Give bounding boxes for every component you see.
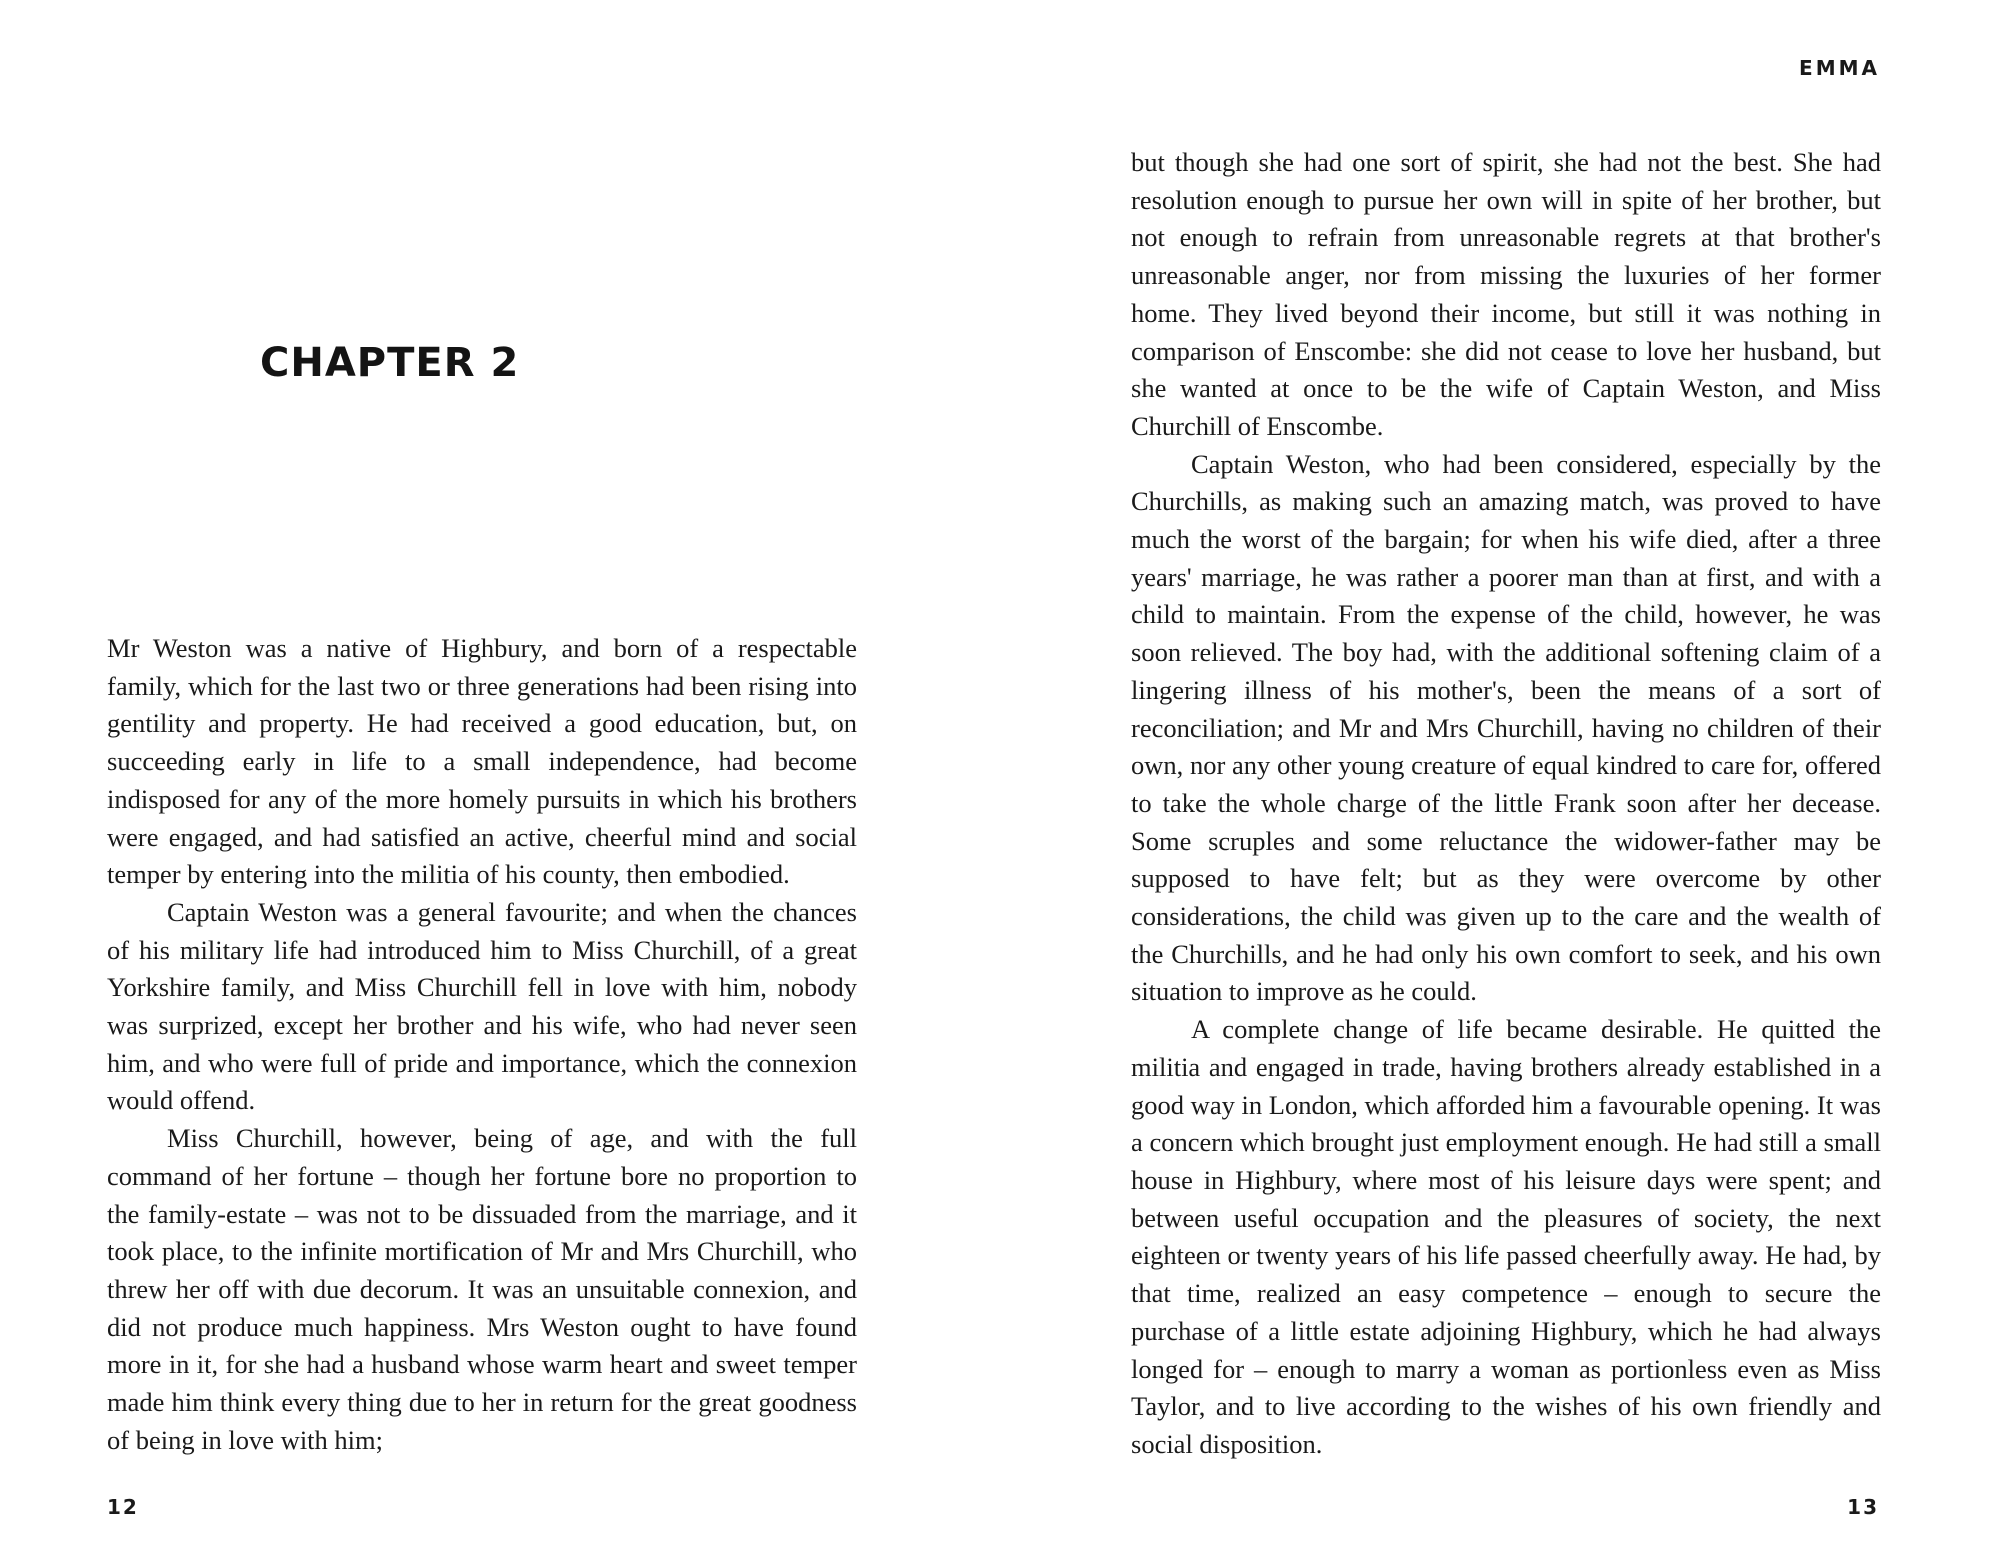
left-page-body: [107, 630, 857, 1459]
paragraph: Mr Weston was a native of Highbury, and born of a respectable family, which for the last two or three generations had been rising into gentility and property. He had received a good education, but, on succeeding early in life to a small independence, had become indisposed for any of the more homely pursuits in which his brothers were engaged, and had satisfied an active, cheerful mind and social temper by entering into the militia of his county, then embodied.: [107, 633, 857, 890]
paragraph: A complete change of life became desirable. He quitted the militia and engaged in trade, having brothers already established in a good way in London, which afforded him a favourable opening. It was a concern which brought just employment enough. He had still a small house in Highbury, where most of his leisure days were spent; and between useful occupation and the pleasures of society, the next eighteen or twenty years of his life passed cheerfully away. He had, by that time, realized an easy competence – enough to secure the purchase of a little estate adjoining Highbury, which he had always longed for – enough to marry a woman as portionless even as Miss Taylor, and to live according to the wishes of his own friendly and social disposition.: [1131, 1014, 1881, 1459]
right-page-body: [1131, 144, 1881, 1464]
paragraph: but though she had one sort of spirit, she had not the best. She had resolution enough to pursue her own will in spite of her brother, but not enough to refrain from unreasonable regrets at that brother's unreasonable anger, nor from missing the luxuries of her former home. They lived beyond their income, but still it was nothing in comparison of Enscombe: she did not cease to love her husband, but she wanted at once to be the wife of Captain Weston, and Miss Churchill of Enscombe.: [1131, 147, 1881, 441]
paragraph: Miss Churchill, however, being of age, and with the full command of her fortune – though her fortune bore no proportion to the family-estate – was not to be dissuaded from the marriage, and it took place, to the infinite mortification of Mr and Mrs Churchill, who threw her off with due decorum. It was an unsuitable connexion, and did not produce much happiness. Mrs Weston ought to have found more in it, for she had a husband whose warm heart and sweet temper made him think every thing due to her in return for the great goodness of being in love with him;: [107, 1123, 857, 1455]
right-page: [1000, 0, 2000, 1557]
paragraph: Captain Weston, who had been considered, especially by the Churchills, as making such an amazing match, was proved to have much the worst of the bargain; for when his wife died, after a three years' marriage, he was rather a poorer man than at first, and with a child to maintain. From the expense of the child, however, he was soon relieved. The boy had, with the additional softening claim of a lingering illness of his mother's, been the means of a sort of reconciliation; and Mr and Mrs Churchill, having no children of their own, nor any other young creature of equal kindred to care for, offered to take the whole charge of the little Frank soon after her decease. Some scruples and some reluctance the widower-father may be supposed to have felt; but as they were overcome by other considerations, the child was given up to the care and the wealth of the Churchills, and he had only his own comfort to seek, and his own situation to improve as he could.: [1131, 448, 1881, 1007]
page-number: 13: [1847, 1495, 1879, 1519]
paragraph: Captain Weston was a general favourite; and when the chances of his military life had introduced him to Miss Churchill, of a great Yorkshire family, and Miss Churchill fell in love with him, nobody was surprized, except her brother and his wife, who had never seen him, and who were full of pride and importance, which the connexion would offend.: [107, 896, 857, 1116]
running-head: EMMA: [1799, 56, 1880, 80]
page-number: 12: [107, 1495, 139, 1519]
chapter-title: CHAPTER 2: [260, 340, 520, 386]
